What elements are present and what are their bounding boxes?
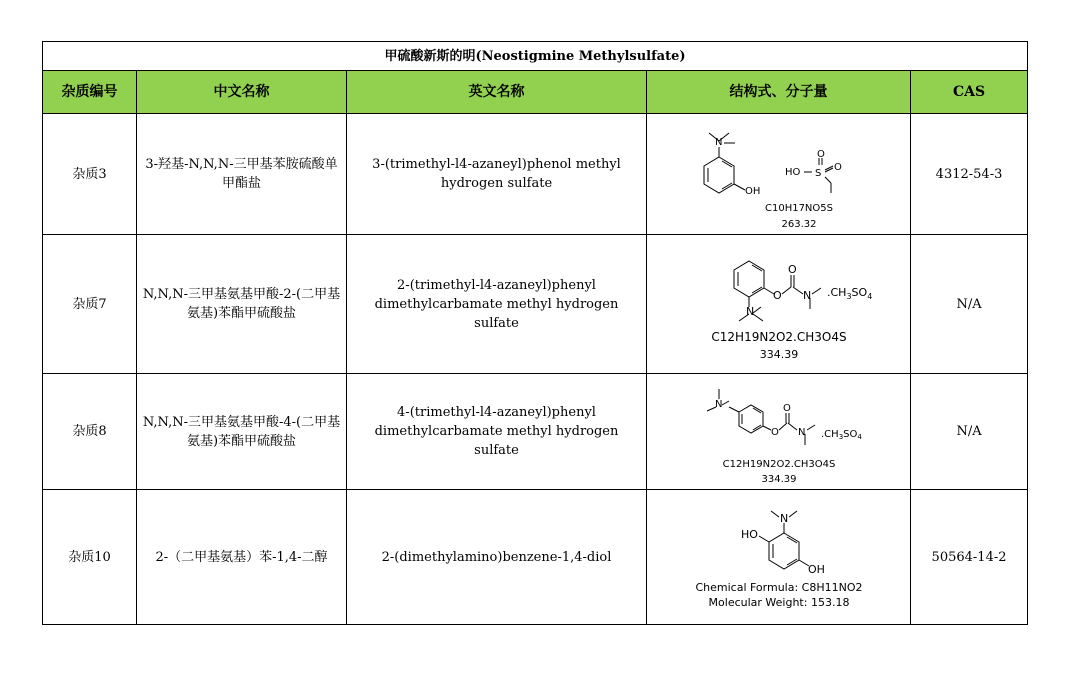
svg-text:N: N [714,398,722,410]
cell-cas: N/A [911,235,1028,374]
cell-en-name: 2-(dimethylamino)benzene-1,4-diol [347,490,647,625]
svg-text:N: N [779,512,788,525]
cell-id: 杂质8 [43,374,137,490]
svg-text:OH: OH [807,563,825,576]
header-row [43,71,1028,114]
cell-cas: 50564-14-2 [911,490,1028,625]
cell-structure [647,374,911,490]
cell-en-name: 3-(trimethyl-l4-azaneyl)phenol methyl hydrogen sulfate [347,114,647,235]
cell-id: 杂质10 [43,490,137,625]
title-row [43,42,1028,71]
table-row [43,114,1028,235]
cell-en-name: 4-(trimethyl-l4-azaneyl)phenyl dimethylcarbamate methyl hydrogen sulfate [347,374,647,490]
cell-structure [647,490,911,625]
table-row [43,490,1028,625]
header-cas: CAS [911,71,1028,114]
formula-text: Chemical Formula: C8H11NO2 [694,581,863,594]
cell-cn-name: N,N,N-三甲基氨基甲酸-2-(二甲基氨基)苯酯甲硫酸盐 [137,235,347,374]
cell-structure [647,235,911,374]
svg-text:S: S [814,168,821,179]
cell-cn-name: 3-羟基-N,N,N-三甲基苯胺硫酸单甲酯盐 [137,114,347,235]
structure-diagram-impurity8 [669,377,889,487]
cell-id: 杂质3 [43,114,137,235]
table-row [43,374,1028,490]
cell-cas: N/A [911,374,1028,490]
svg-text:.CH3SO4: $.CH_3SO_4$ [826,286,872,301]
svg-text:N: N [745,305,754,318]
svg-text:O: O [787,263,797,276]
formula-text: C10H17NO5S [764,203,833,214]
svg-text:O: O [772,289,782,302]
svg-text:O: O [816,149,825,160]
header-cn-name: 中文名称 [137,71,347,114]
svg-text:HO: HO [740,528,758,541]
header-id: 杂质编号 [43,71,137,114]
svg-text:HO: HO [784,167,800,178]
formula-text: C12H19N2O2.CH3O4S [722,458,835,470]
cell-structure [647,114,911,235]
cell-id: 杂质7 [43,235,137,374]
svg-text:N: N [802,289,811,302]
structure-diagram-impurity7 [669,239,889,369]
svg-text:OH: OH [744,186,760,197]
header-en-name: 英文名称 [347,71,647,114]
formula-text: C12H19N2O2.CH3O4S [710,330,847,344]
structure-diagram-impurity10 [669,493,889,621]
svg-text:N: N [714,137,722,148]
mw-text: 334.39 [761,473,796,485]
cell-cn-name: N,N,N-三甲基氨基甲酸-4-(二甲基氨基)苯酯甲硫酸盐 [137,374,347,490]
structure-diagram-impurity3 [679,115,879,233]
cell-en-name: 2-(trimethyl-l4-azaneyl)phenyl dimethylcarbamate methyl hydrogen sulfate [347,235,647,374]
cell-cas: 4312-54-3 [911,114,1028,235]
table-title: 甲硫酸新斯的明(Neostigmine Methylsulfate) [43,42,1028,71]
table-row [43,235,1028,374]
impurity-table [42,41,1028,625]
header-structure: 结构式、分子量 [647,71,911,114]
mw-text: 263.32 [781,219,816,230]
svg-text:O: O [833,162,842,173]
svg-text:.CH3SO4: $.CH_3SO_4$ [820,428,862,441]
mw-text: 334.39 [759,348,798,361]
mw-text: Molecular Weight: 153.18 [708,596,849,609]
svg-text:N: N [797,426,805,438]
svg-text:O: O [782,402,791,414]
cell-cn-name: 2-（二甲基氨基）苯-1,4-二醇 [137,490,347,625]
svg-text:O: O [770,426,779,438]
